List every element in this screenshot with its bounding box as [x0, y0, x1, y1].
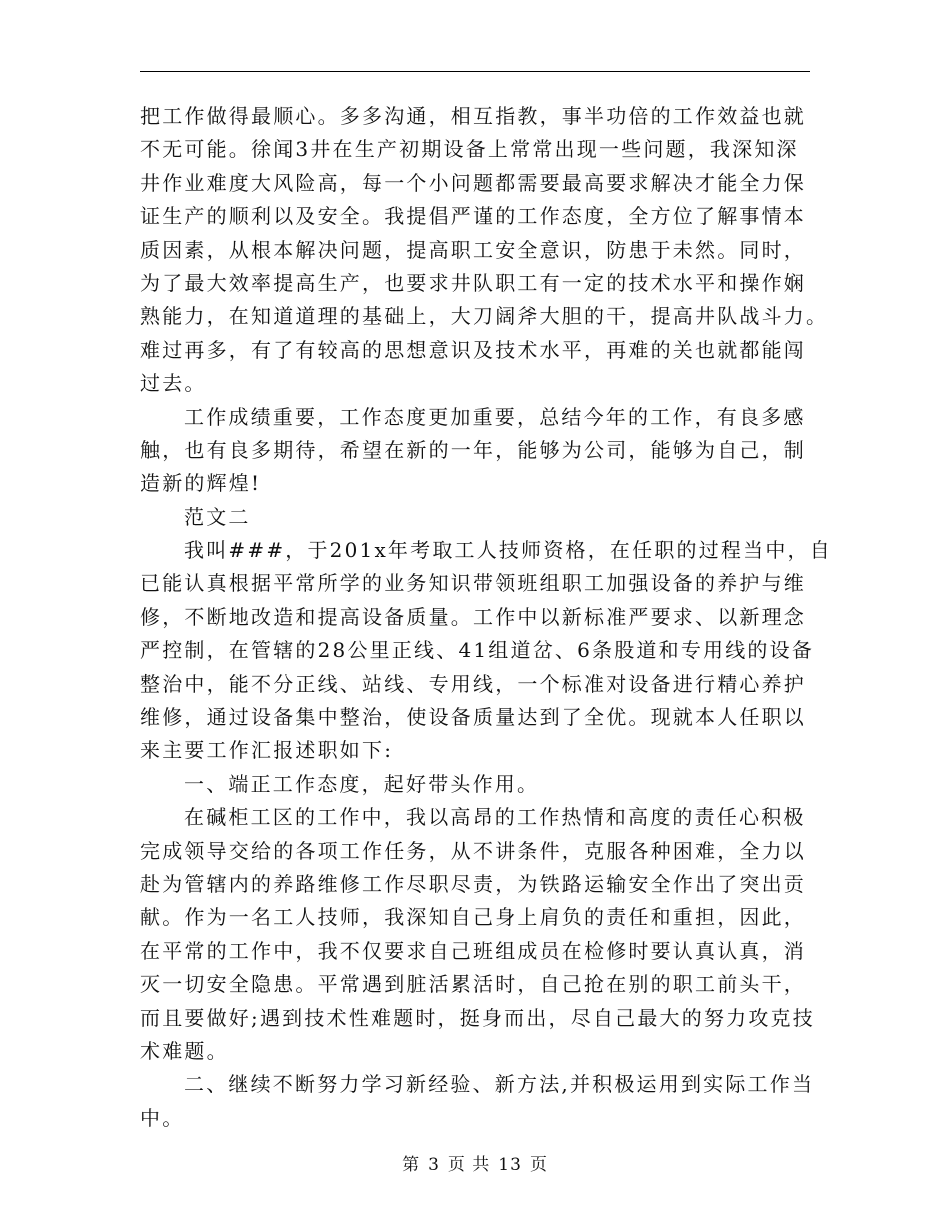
- text-line: 证生产的顺利以及安全。我提倡严谨的工作态度，全方位了解事情本: [140, 204, 806, 229]
- text-line: 为了最大效率提高生产，也要求井队职工有一定的技术水平和操作娴: [140, 270, 806, 295]
- text-line: 修，不断地改造和提高设备质量。工作中以新标准严要求、以新理念: [140, 604, 806, 629]
- text-line: 不无可能。徐闻3井在生产初期设备上常常出现一些问题，我深知深: [140, 137, 799, 162]
- text-line: 难过再多，有了有较高的思想意识及技术水平，再难的关也就都能闯: [140, 337, 806, 362]
- text-line: 我叫###，于201x年考取工人技师资格，在任职的过程当中，自: [184, 538, 832, 563]
- text-line: 赴为管辖内的养路维修工作尽职尽责，为铁路运输安全作出了突出贡: [140, 871, 806, 896]
- header-rule: [140, 71, 810, 72]
- footer-total-pages: 13: [498, 1155, 522, 1175]
- text-line: 已能认真根据平常所学的业务知识带领班组职工加强设备的养护与维: [140, 571, 806, 596]
- footer-middle: 页 共: [447, 1155, 491, 1175]
- footer-page-number: 3: [428, 1155, 440, 1175]
- text-line: 中。: [140, 1105, 185, 1130]
- text-line: 二、继续不断努力学习新经验、新方法,并积极运用到实际工作当: [184, 1072, 815, 1097]
- text-line: 而且要做好;遇到技术性难题时，挺身而出，尽自己最大的努力攻克技: [140, 1005, 815, 1030]
- text-line: 维修，通过设备集中整治，使设备质量达到了全优。现就本人任职以: [140, 705, 806, 730]
- text-line: 触，也有良多期待，希望在新的一年，能够为公司，能够为自己，制: [140, 437, 806, 462]
- text-line: 井作业难度大风险高，每一个小问题都需要最高要求解决才能全力保: [140, 170, 806, 195]
- text-line: 一、端正工作态度，起好带头作用。: [184, 771, 540, 796]
- text-line: 过去。: [140, 371, 207, 396]
- text-line: 质因素，从根本解决问题，提高职工安全意识，防患于未然。同时，: [140, 237, 806, 262]
- text-line: 范文二: [184, 504, 251, 529]
- text-line: 献。作为一名工人技师，我深知自己身上肩负的责任和重担，因此，: [140, 905, 806, 930]
- text-line: 把工作做得最顺心。多多沟通，相互指教，事半功倍的工作效益也就: [140, 104, 806, 128]
- footer-prefix: 第: [402, 1155, 421, 1175]
- footer-suffix: 页: [529, 1155, 548, 1175]
- text-line: 术难题。: [140, 1038, 229, 1063]
- text-line: 来主要工作汇报述职如下:: [140, 738, 394, 763]
- document-body: [140, 100, 832, 1135]
- text-line: 完成领导交给的各项工作任务，从不讲条件，克服各种困难，全力以: [140, 838, 806, 863]
- text-line: 灭一切安全隐患。平常遇到脏活累活时，自己抢在别的职工前头干，: [140, 972, 806, 997]
- text-line: 严控制，在管辖的28公里正线、41组道岔、6条股道和专用线的设备: [140, 638, 815, 663]
- text-line: 在碱柜工区的工作中，我以高昂的工作热情和高度的责任心积极: [184, 805, 806, 830]
- text-line: 熟能力，在知道道理的基础上，大刀阔斧大胆的干，提高井队战斗力。: [140, 304, 829, 329]
- text-line: 在平常的工作中，我不仅要求自己班组成员在检修时要认真认真，消: [140, 938, 806, 963]
- page-footer: [0, 1150, 950, 1175]
- text-line: 工作成绩重要，工作态度更加重要，总结今年的工作，有良多感: [184, 404, 806, 429]
- text-line: 造新的辉煌!: [140, 471, 262, 496]
- text-line: 整治中，能不分正线、站线、专用线，一个标准对设备进行精心养护: [140, 671, 806, 696]
